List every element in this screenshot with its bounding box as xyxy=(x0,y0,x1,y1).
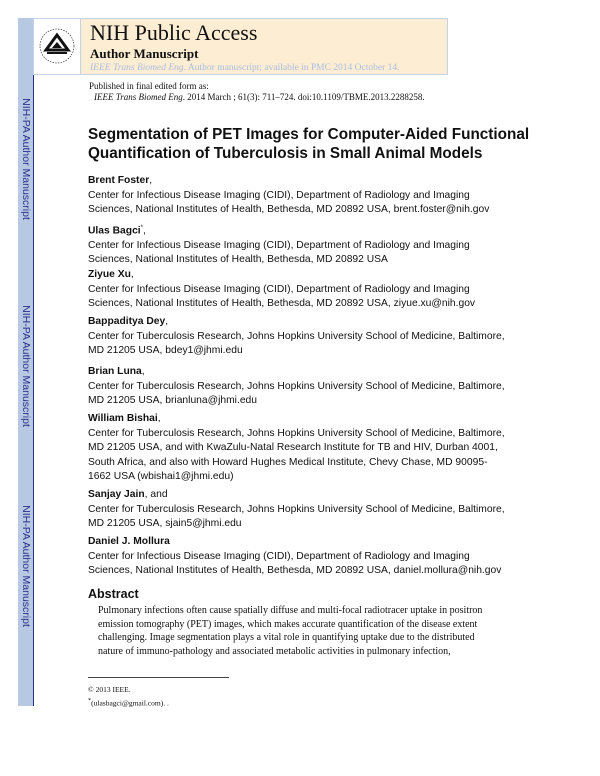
author-mark: * xyxy=(140,225,143,231)
published-label: Published in final edited form as: xyxy=(89,81,209,91)
author-affiliation: Center for Infectious Disease Imaging (CIDI), Department of Radiology and Imaging Sciences, National Institutes of Health, Bethesda, MD 20892 USA, daniel.mollura@nih.gov xyxy=(88,550,502,576)
author-name-line xyxy=(88,174,508,189)
author-suffix: , xyxy=(149,175,153,186)
citation-text: . 2014 March ; 61(3): 711–724. doi:10.1109/TBME.2013.2288258. xyxy=(182,92,425,102)
author-affiliation: Center for Infectious Disease Imaging (CIDI), Department of Radiology and Imaging Sciences, National Institutes of Health, Bethesda, MD 20892 USA, brent.foster@nih.gov xyxy=(88,189,490,215)
copyright: © 2013 IEEE. xyxy=(88,685,131,694)
sidebar-label xyxy=(18,83,33,235)
author-suffix: , and xyxy=(144,489,168,500)
footnote xyxy=(88,697,169,708)
availability-text: . Author manuscript; available in PMC 2014 October 14. xyxy=(183,63,400,73)
nih-header xyxy=(33,18,448,75)
author-affiliation: Center for Infectious Disease Imaging (CIDI), Department of Radiology and Imaging Sciences, National Institutes of Health, Bethesda, MD 20892 USA xyxy=(88,239,470,266)
sidebar-label xyxy=(18,490,33,642)
author-suffix: , xyxy=(165,316,169,327)
author-entry xyxy=(88,488,508,532)
author-name-line xyxy=(88,268,508,283)
sidebar-label xyxy=(18,290,33,442)
published-info xyxy=(89,81,425,103)
author-entry xyxy=(88,412,508,485)
abstract-heading: Abstract xyxy=(88,587,139,601)
author-entry xyxy=(88,268,508,312)
paper-title: Segmentation of PET Images for Computer-Aided Functional Quantification of Tuberculosis in Small Animal Models xyxy=(88,126,530,162)
nih-logo-icon xyxy=(34,19,81,74)
author-affiliation: Center for Infectious Disease Imaging (CIDI), Department of Radiology and Imaging Sciences, National Institutes of Health, Bethesda, MD 20892 USA, ziyue.xu@nih.gov xyxy=(88,283,476,309)
author-name: Ziyue Xu xyxy=(88,269,131,280)
sidebar-label-text: NIH-PA Author Manuscript xyxy=(19,98,32,220)
author-name: Brian Luna xyxy=(88,366,142,377)
author-entry xyxy=(88,535,508,579)
author-name: Daniel J. Mollura xyxy=(88,536,170,547)
abstract-text: Pulmonary infections often cause spatially diffuse and multi-focal radiotracer uptake in positron emission tomography (PET) images, which makes accurate quantification of the disease extent challenging. Image segmentation plays a vital role in quantifying uptake due to the distributed nature of immuno-pathology and associated metabolic activities in pulmonary infection, xyxy=(98,605,483,657)
author-affiliation: Center for Tuberculosis Research, Johns Hopkins University School of Medicine, Baltimore, MD 21205 USA, and with KwaZulu-Natal Research Institute for TB and HIV, Durban 4001, South Africa, and also with Howard Hughes Medical Institute, Chevy Chase, MD 90095-1662 USA (wbishai1@jhmi.edu) xyxy=(88,427,505,482)
availability-line xyxy=(90,63,400,73)
author-name: Ulas Bagci xyxy=(88,225,141,237)
journal-link[interactable]: IEEE Trans Biomed Eng xyxy=(90,63,184,73)
author-name: Brent Foster xyxy=(88,175,150,186)
footnote-divider xyxy=(88,677,229,678)
author-suffix: , xyxy=(157,413,161,424)
author-name: Sanjay Jain xyxy=(88,489,145,500)
author-name-line xyxy=(88,535,508,550)
citation xyxy=(89,92,425,103)
author-entry xyxy=(88,365,508,409)
author-suffix: , xyxy=(130,269,134,280)
footnote-text: (ulasbagci@gmail.com). . xyxy=(91,698,169,708)
author-name-line xyxy=(88,365,508,380)
author-suffix: , xyxy=(143,225,146,237)
author-affiliation: Center for Tuberculosis Research, Johns Hopkins University School of Medicine, Baltimore, MD 21205 USA, bdey1@jhmi.edu xyxy=(88,330,505,356)
citation-journal: IEEE Trans Biomed Eng xyxy=(94,92,183,102)
author-entry xyxy=(88,174,508,218)
author-name-line xyxy=(88,221,508,239)
sidebar-label-text: NIH-PA Author Manuscript xyxy=(19,305,32,427)
sidebar-label-text: NIH-PA Author Manuscript xyxy=(19,505,32,627)
author-name-line xyxy=(88,488,508,503)
author-entry xyxy=(88,315,508,359)
header-title: NIH Public Access xyxy=(90,20,258,45)
author-name-line xyxy=(88,412,508,427)
author-name: Bappaditya Dey xyxy=(88,316,166,327)
author-entry xyxy=(88,221,508,268)
author-affiliation: Center for Tuberculosis Research, Johns Hopkins University School of Medicine, Baltimore, MD 21205 USA, brianluna@jhmi.edu xyxy=(88,380,505,406)
header-subtitle: Author Manuscript xyxy=(90,46,199,61)
author-name: William Bishai xyxy=(88,413,158,424)
footnote-mark: * xyxy=(88,697,92,704)
author-affiliation: Center for Tuberculosis Research, Johns Hopkins University School of Medicine, Baltimore, MD 21205 USA, sjain5@jhmi.edu xyxy=(88,503,505,529)
author-suffix: , xyxy=(141,366,145,377)
author-name-line xyxy=(88,315,508,330)
